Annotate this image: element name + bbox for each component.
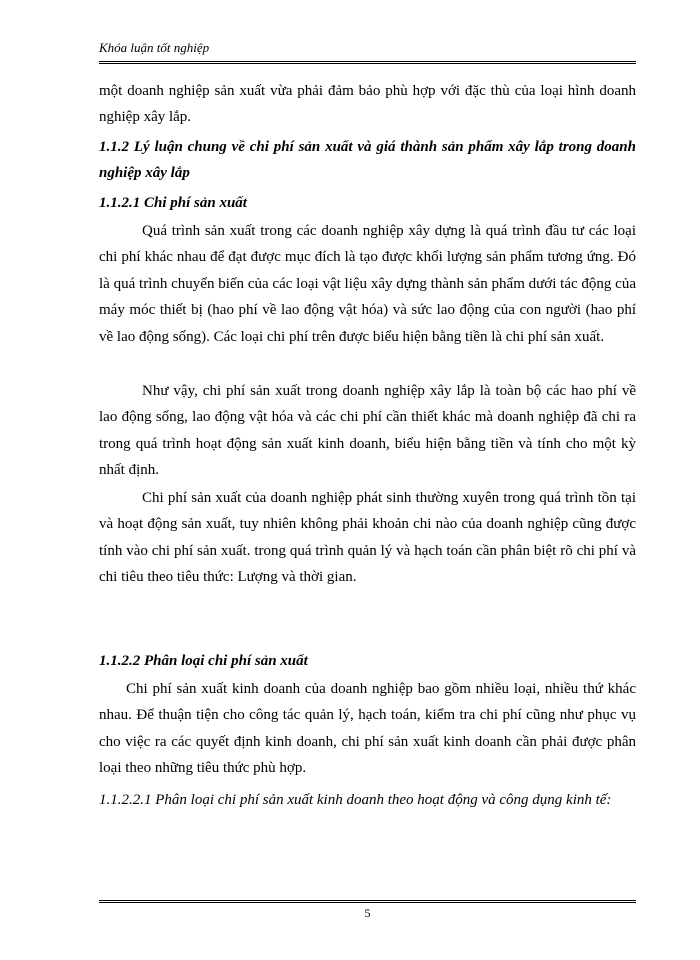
- running-header: Khóa luận tốt nghiệp: [99, 40, 210, 55]
- paragraph-classification: Chi phí sản xuất kinh doanh của doanh nghiệp bao gồm nhiều loại, nhiều thứ khác nhau. Để thuận tiện cho công tác quản lý, hạch toán, kiểm tra chi phí cũng như phục vụ cho việc ra các quyết định kinh doanh, chi phí sản xuất kinh doanh cần phải được phân loại theo những tiêu thức phù hợp.: [99, 681, 636, 777]
- page-number: 5: [364, 906, 371, 920]
- paragraph-production-process: Quá trình sản xuất trong các doanh nghiệp xây dựng là quá trình đầu tư các loại chi phí khác nhau để đạt được mục đích là tạo được khối lượng sản phẩm tương ứng. Đó là quá trình chuyển biến của các loại vật liệu xây dựng thành sản phẩm dưới tác động của máy móc thiết bị (hao phí về lao động vật hóa) và sức lao động của con người (hao phí về lao động sống). Các loại chi phí trên được biểu hiện bằng tiền là chi phí sản xuất.: [99, 223, 636, 345]
- section-1-1-2-1-heading: 1.1.2.1 Chi phí sản xuất: [99, 195, 247, 211]
- section-1-1-2-heading: 1.1.2 Lý luận chung về chi phí sản xuất và giá thành sản phẩm xây lắp trong doanh nghiệp xây lắp: [99, 139, 636, 182]
- footer-rule: [99, 900, 636, 903]
- section-1-1-2-2-1-heading: 1.1.2.2.1 Phân loại chi phí sản xuất kinh doanh theo hoạt động và công dụng kinh tế:: [99, 792, 612, 808]
- intro-paragraph: một doanh nghiệp sản xuất vừa phải đảm bảo phù hợp với đặc thù của loại hình doanh nghiệp xây lắp.: [99, 83, 636, 126]
- section-1-1-2-2-heading: 1.1.2.2 Phân loại chi phí sản xuất: [99, 653, 308, 669]
- header-rule: [99, 61, 636, 64]
- paragraph-cost-vs-expense: Chi phí sản xuất của doanh nghiệp phát sinh thường xuyên trong quá trình tồn tại và hoạt động sản xuất, tuy nhiên không phải khoản chi nào của doanh nghiệp cũng được tính vào chi phí sản xuất. trong quá trình quản lý và hạch toán cần phân biệt rõ chi phí và chi tiêu theo tiêu thức: Lượng và thời gian.: [99, 490, 636, 586]
- paragraph-definition: Như vậy, chi phí sản xuất trong doanh nghiệp xây lắp là toàn bộ các hao phí về lao động sống, lao động vật hóa và các chi phí cần thiết khác mà doanh nghiệp đã chi ra trong quá trình hoạt động sản xuất kinh doanh, biểu hiện bằng tiền và tính cho một kỳ nhất định.: [99, 383, 636, 479]
